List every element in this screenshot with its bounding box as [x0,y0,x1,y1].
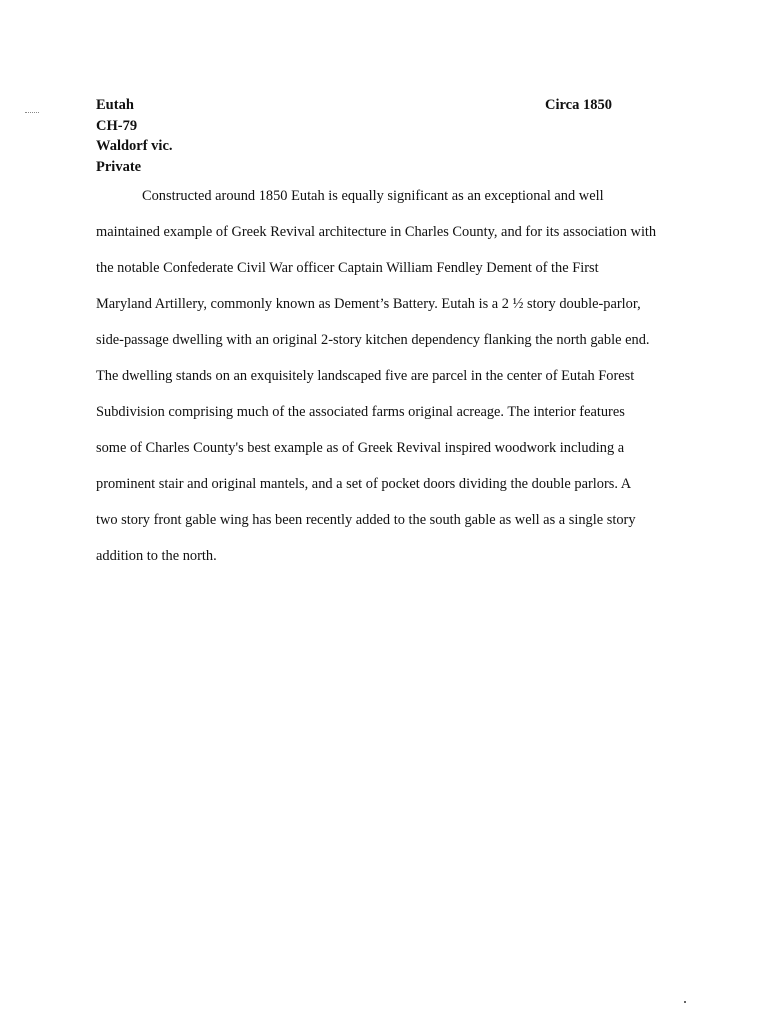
paragraph-line: Subdivision comprising much of the associated farms original acreage. The interior features [96,404,625,420]
paragraph-line: maintained example of Greek Revival architecture in Charles County, and for its association with [96,224,657,240]
paragraph-line: prominent stair and original mantels, and a set of pocket doors dividing the double parlors. A [96,476,632,492]
paragraph-line: The dwelling stands on an exquisitely landscaped five are parcel in the center of Eutah Forest [96,368,635,384]
inventory-number: CH-79 [96,117,138,134]
paragraph-line: addition to the north. [96,548,217,564]
paragraph-line: the notable Confederate Civil War officer Captain William Fendley Dement of the First [96,260,599,276]
scan-margin-mark [25,112,39,114]
property-name: Eutah [96,97,134,113]
property-access: Private [96,158,142,175]
property-location: Waldorf vic. [96,138,173,154]
description-paragraph [96,186,696,582]
property-header [96,95,173,177]
paragraph-line: Maryland Artillery, commonly known as Dement’s Battery. Eutah is a 2 ½ story double-parlor, [96,296,641,312]
paragraph-line: side-passage dwelling with an original 2-story kitchen dependency flanking the north gable end. [96,332,650,348]
scan-speck [684,1001,686,1003]
paragraph-line: two story front gable wing has been recently added to the south gable as well as a single story [96,512,636,528]
paragraph-line: some of Charles County's best example as of Greek Revival inspired woodwork including a [96,440,625,456]
construction-date: Circa 1850 [545,97,612,113]
paragraph-line: Constructed around 1850 Eutah is equally significant as an exceptional and well [142,188,604,204]
